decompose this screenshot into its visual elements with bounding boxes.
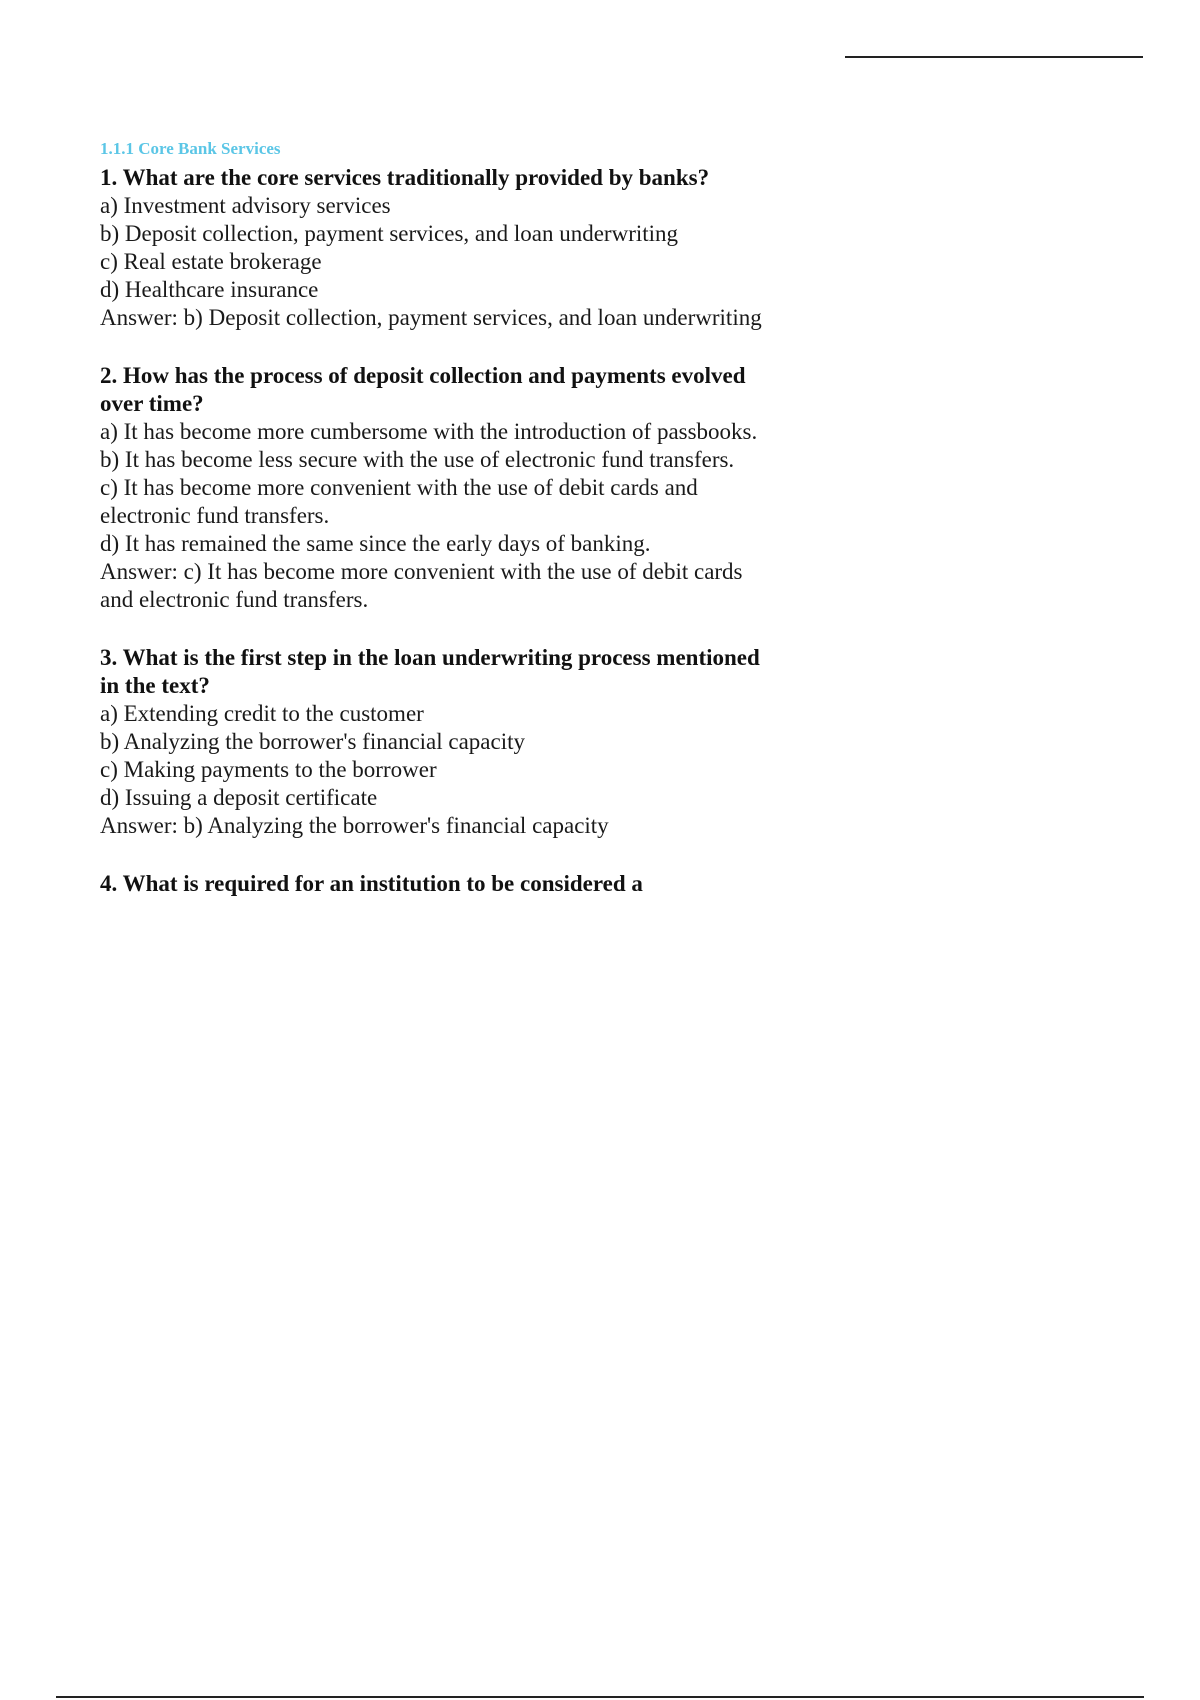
question-2 <box>100 362 780 614</box>
option-a: a) Investment advisory services <box>100 193 391 218</box>
answer: Answer: b) Analyzing the borrower's financial capacity <box>100 813 609 838</box>
option-b: b) Analyzing the borrower's financial capacity <box>100 729 526 754</box>
option-c: c) Real estate brokerage <box>100 249 322 274</box>
question-title: 3. What is the first step in the loan underwriting process mentioned in the text? <box>100 645 760 698</box>
option-c: c) It has become more convenient with the use of debit cards and electronic fund transfers. <box>100 475 698 528</box>
option-b: b) Deposit collection, payment services, and loan underwriting <box>100 221 679 246</box>
option-c: c) Making payments to the borrower <box>100 757 437 782</box>
option-a: a) Extending credit to the customer <box>100 701 424 726</box>
answer: Answer: b) Deposit collection, payment services, and loan underwriting <box>100 305 762 330</box>
question-title: 2. How has the process of deposit collection and payments evolved over time? <box>100 363 746 416</box>
option-d: d) Healthcare insurance <box>100 277 319 302</box>
answer: Answer: c) It has become more convenient with the use of debit cards and electronic fund transfers. <box>100 559 743 612</box>
question-3 <box>100 644 780 840</box>
section-heading: 1.1.1 Core Bank Services <box>100 139 281 158</box>
header-rule <box>845 56 1143 58</box>
question-title: 4. What is required for an institution to be considered a <box>100 871 643 896</box>
document-content <box>100 138 780 928</box>
question-1 <box>100 164 780 332</box>
option-a: a) It has become more cumbersome with the introduction of passbooks. <box>100 419 758 444</box>
option-d: d) It has remained the same since the early days of banking. <box>100 531 651 556</box>
question-title: 1. What are the core services traditionally provided by banks? <box>100 165 710 190</box>
option-d: d) Issuing a deposit certificate <box>100 785 378 810</box>
option-b: b) It has become less secure with the use of electronic fund transfers. <box>100 447 735 472</box>
footer-rule <box>56 1696 1144 1698</box>
question-4 <box>100 870 780 898</box>
